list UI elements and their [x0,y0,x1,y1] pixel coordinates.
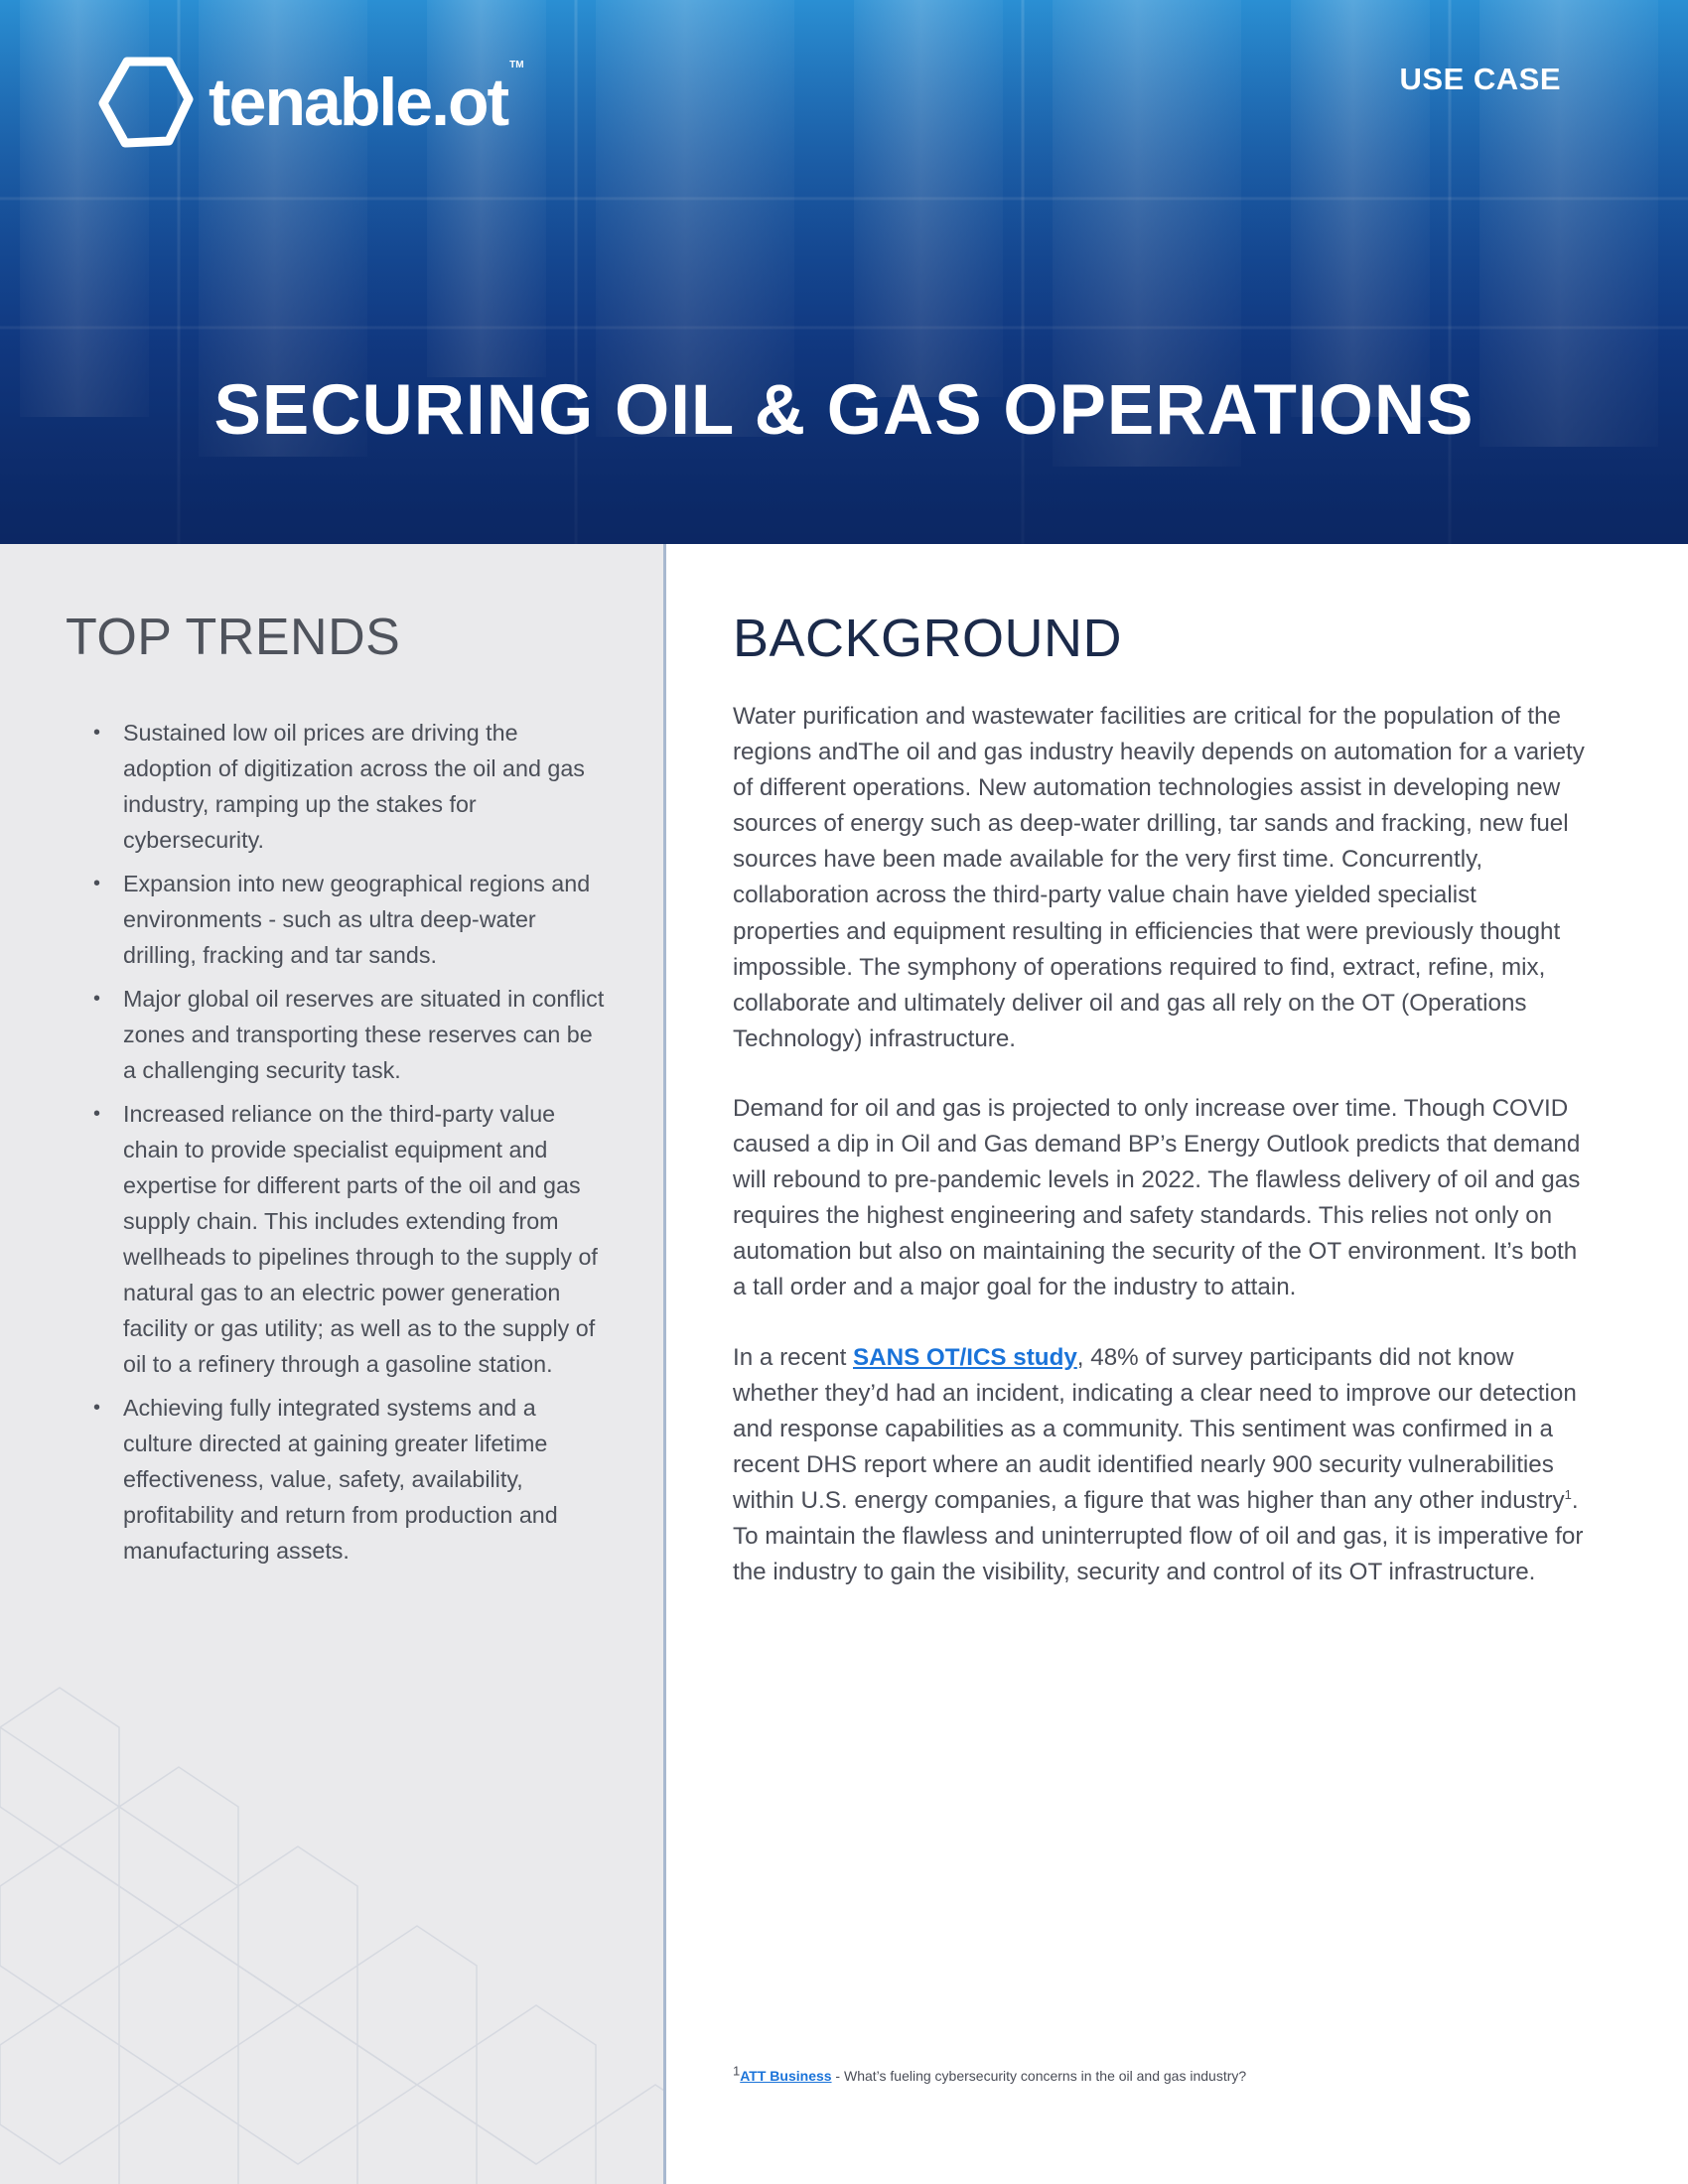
trend-item: • Achieving fully integrated systems and a culture directed at gaining greater lifetime effectiveness, value, safety, availability, profitability and return from production and manufacturing assets. [91,1390,608,1569]
hexagon-logo-icon [97,54,195,151]
hexagon-pattern-decoration [0,1668,663,2184]
page-title: SECURING OIL & GAS OPERATIONS [213,370,1475,450]
paragraph-3-prefix: In a recent [733,1343,854,1371]
footnote-marker: 1 [733,2063,741,2079]
att-business-link[interactable]: ATT Business [740,2068,832,2084]
top-trends-list [91,715,608,1576]
tenable-ot-logo [97,54,524,151]
trend-item: • Increased reliance on the third-party value chain to provide specialist equipment and expertise for different parts of the oil and gas supply chain. This includes extending from wellheads to pipelines through to the supply of natural gas to an electric power generation facility or gas utility; as well as to the supply of oil to a refinery through a gasoline station. [91,1096,608,1382]
logo-wordmark: tenable.ot [209,65,508,140]
trademark-mark: TM [509,60,524,70]
background-paragraph-2: Demand for oil and gas is projected to only increase over time. Though COVID caused a dip in Oil and Gas demand BP’s Energy Outlook predicts that demand will rebound to pre-pandemic levels in 2022. The flawless delivery of oil and gas requires the highest engineering and safety standards. This relies not only on automation but also on maintaining the security of the OT environment. It’s both a tall order and a major goal for the industry to attain. [733,1094,1581,1301]
trend-item: • Expansion into new geographical regions and environments - such as ultra deep-water drilling, fracking and tar sands. [91,866,608,973]
background-body [733,699,1587,1624]
use-case-badge: USE CASE [1399,62,1561,96]
column-divider [663,544,666,2184]
paragraph-3-suffix: . To maintain the flawless and uninterrupted flow of oil and gas, it is imperative for the industry to gain the visibility, security and control of its OT infrastructure. [733,1486,1584,1586]
hero-banner [0,0,1688,544]
background-heading: BACKGROUND [733,609,1123,668]
sans-study-link[interactable]: SANS OT/ICS study [853,1343,1077,1371]
background-paragraph-1: Water purification and wastewater facilities are critical for the population of the regions andThe oil and gas industry heavily depends on automation for a variety of different operations. New automation technologies assist in developing new sources of energy such as deep-water drilling, tar sands and fracking, new fuel sources have been made available for the very first time. Concurrently, collaboration across the third-party value chain have yielded specialist properties and equipment resulting in efficiencies that were previously thought impossible. The symphony of operations required to find, extract, refine, mix, collaborate and ultimately deliver oil and gas all rely on the OT (Operations Technology) infrastructure. [733,703,1585,1052]
top-trends-heading: TOP TRENDS [66,609,401,666]
trend-item: • Sustained low oil prices are driving the adoption of digitization across the oil and gas industry, ramping up the stakes for cybersecurity. [91,715,608,858]
footnote-reference[interactable]: 1 [1564,1486,1572,1502]
paragraph-3-body: , 48% of survey participants did not know whether they’d had an incident, indicating a clear need to improve our detection and response capabilities as a community. This sentiment was confirmed in a recent DHS report where an audit identified nearly 900 security vulnerabilities within U.S. energy companies, a figure that was higher than any other industry [733,1343,1577,1514]
footnote-text: - What’s fueling cybersecurity concerns in the oil and gas industry? [831,2068,1247,2084]
trend-item: • Major global oil reserves are situated in conflict zones and transporting these reserves can be a challenging security task. [91,981,608,1088]
footnote [733,2063,1247,2084]
background-paragraph-3 [733,1340,1587,1591]
